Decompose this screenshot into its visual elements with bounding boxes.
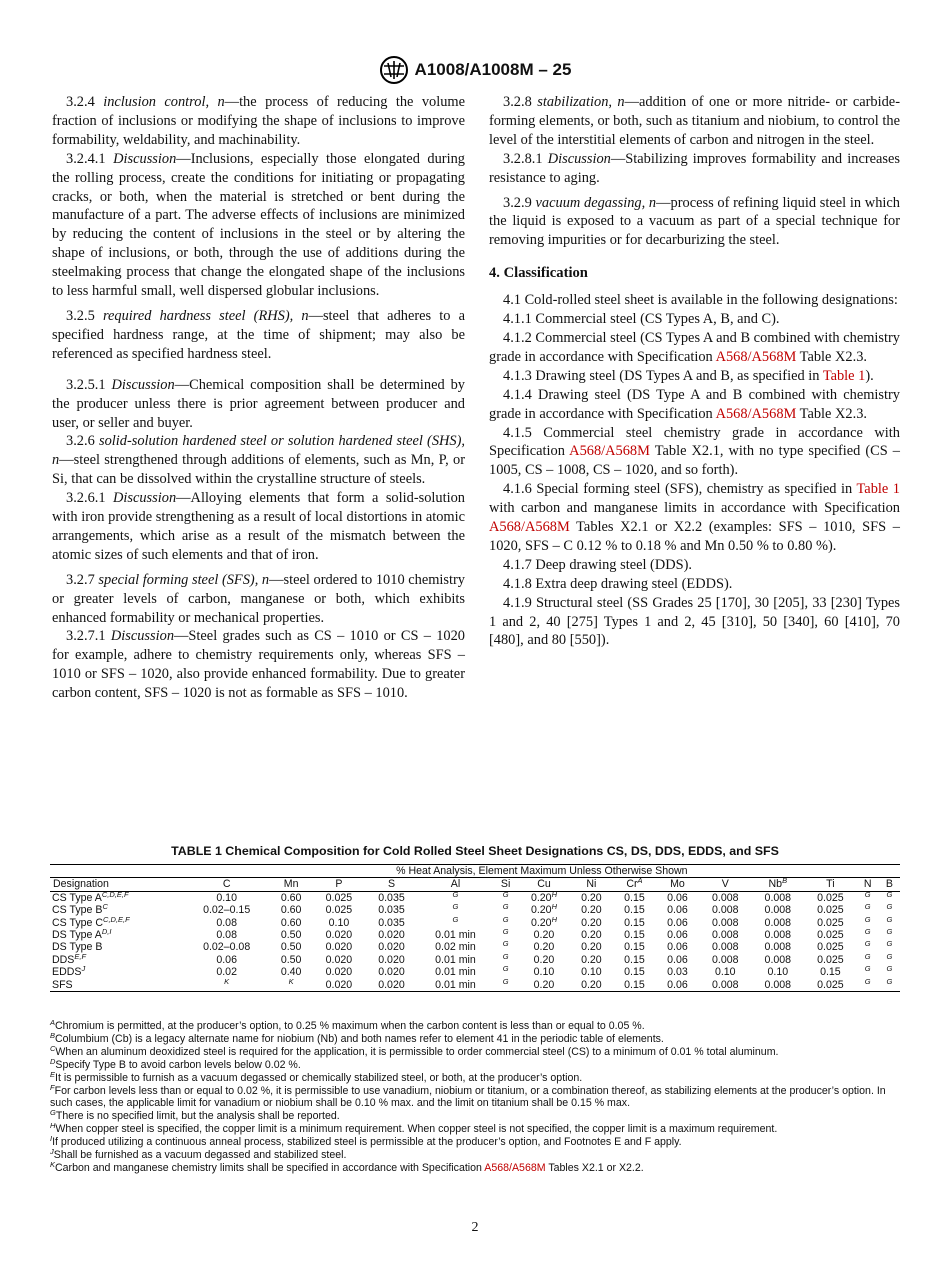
column-header: B — [879, 878, 900, 891]
table-cell: 0.020 — [325, 941, 353, 954]
table-cell: 0.10 — [714, 966, 736, 979]
para-3-2-4: 3.2.4 inclusion control, n—the process of reducing the volume fraction of inclusions or modifying the shape of inclusions to improve formability, weldability, and machinability. — [52, 94, 465, 148]
table-cell: 0.15 — [613, 979, 656, 992]
table-cell: 0.60 — [280, 904, 302, 917]
footnote: $^C$When an aluminum deoxidized steel is required for the application, it is permissible to order commercial steel (CS) to a minimum of 0.01 % total aluminum. — [50, 1043, 779, 1058]
table-cell: 0.60 — [280, 891, 302, 904]
table-cell: 0.20 — [581, 941, 602, 954]
table-cell: G — [864, 914, 871, 924]
table-cell: 0.01 min — [435, 953, 476, 966]
link-a568[interactable]: A568/A568M — [715, 405, 797, 422]
table-cell: K — [184, 979, 270, 992]
table-cell: G — [502, 939, 509, 949]
table-cell: 0.025 — [817, 916, 844, 929]
table-cell: 0.15 — [624, 929, 645, 942]
link-a568[interactable]: A568/A568M — [489, 519, 570, 536]
para-4-1-9: 4.1.9 Structural steel (SS Grades 25 [170], 30 [205], 33 [230] Types 1 and 2, 40 [275] Types 1 and 2, 45 [310], 50 [340], 60 [410], 70 [480], and 80 [550]). — [489, 594, 900, 649]
table-cell: 0.20 — [581, 953, 602, 966]
table-cell: 0.20 — [533, 953, 555, 966]
table-cell: $0.20^H$ — [530, 902, 557, 917]
para-3-2-7: 3.2.7 special forming steel (SFS), n—steel ordered to 1010 chemistry or greater levels of carbon, manganese or both, which exhibits enhanced formability or mechanical properties. — [52, 571, 465, 626]
table-cell: 0.020 — [378, 953, 405, 966]
row-designation: $DDS^{E,F}$ — [52, 951, 87, 966]
table-cell: 0.020 — [378, 941, 405, 954]
table-cell: G — [452, 902, 459, 912]
column-header: Designation — [50, 878, 184, 891]
table-cell: 0.06 — [667, 904, 688, 917]
table-cell: 0.20 — [581, 929, 602, 942]
table-cell: G — [502, 914, 509, 924]
table-cell: 0.020 — [365, 979, 418, 992]
table-cell: 0.15 — [624, 916, 645, 929]
table-cell: 0.10 — [328, 916, 350, 929]
table-cell: 0.008 — [711, 941, 739, 954]
table-cell: G — [886, 951, 893, 961]
table-cell: K — [270, 979, 313, 992]
column-header: Mn — [270, 878, 313, 891]
table-cell: 0.008 — [711, 916, 739, 929]
footnote: $^E$It is permissible to furnish as a vacuum degassed or chemically stabilized steel, or both, at the producer’s option. — [50, 1069, 583, 1084]
table-cell: 0.025 — [325, 904, 353, 917]
column-header: Ti — [804, 878, 857, 891]
table-cell: G — [502, 951, 509, 961]
table-cell: 0.20 — [533, 941, 555, 954]
column-header: $Nb^B$ — [752, 878, 805, 891]
column-header: C — [184, 878, 270, 891]
table-cell: 0.20 — [581, 904, 602, 917]
row-designation: SFS — [50, 979, 184, 992]
composition-table — [50, 864, 900, 992]
table-cell: 0.06 — [656, 979, 699, 992]
table-cell: 0.20 — [518, 979, 570, 992]
table-cell: 0.025 — [817, 891, 844, 904]
table-cell: 0.025 — [804, 979, 857, 992]
table-cell: 0.10 — [767, 966, 789, 979]
para-4-1-8: 4.1.8 Extra deep drawing steel (EDDS). — [503, 575, 733, 592]
footnote: $^K$Carbon and manganese chemistry limits shall be specified in accordance with Specification A568/A568M Tables X2.1 or X2.2. — [50, 1159, 644, 1174]
table-cell: 0.020 — [325, 966, 353, 979]
table-cell: 0.20 — [581, 891, 602, 904]
table-cell: 0.008 — [711, 891, 739, 904]
row-designation: CS Type $A^{C,D,E,F}$ — [52, 889, 129, 904]
para-3-2-5: 3.2.5 required hardness steel (RHS), n—steel that adheres to a specified hardness range, at the time of shipment; may also be referenced as specified hardness steel. — [52, 307, 465, 362]
table-cell: 0.035 — [378, 904, 405, 917]
table-cell: 0.10 — [533, 966, 555, 979]
table-cell: 0.10 — [216, 891, 237, 904]
para-4-1-6: 4.1.6 Special forming steel (SFS), chemistry as specified in Table 1 with carbon and manganese limits in accordance with Specification A568/A568M Tables X2.1 or X2.2 (examples: SFS – 1010, SFS – 1020, SFS – C 0.12 % to 0.18 % and Mn 0.50 % to 0.80 %). — [489, 481, 901, 554]
table-cell: 0.020 — [378, 929, 405, 942]
table-row — [50, 904, 900, 916]
table-cell: G — [886, 927, 893, 937]
link-a568[interactable]: A568/A568M — [715, 348, 797, 365]
table-cell: 0.008 — [711, 929, 739, 942]
link-table-1[interactable]: Table 1 — [856, 481, 901, 498]
table-row — [50, 979, 900, 992]
column-header: Mo — [656, 878, 699, 891]
table-cell: 0.020 — [325, 953, 353, 966]
astm-logo-icon — [379, 55, 409, 85]
table-cell: 0.15 — [820, 966, 841, 979]
page-number: 2 — [471, 1220, 479, 1235]
table-cell: 0.008 — [764, 904, 792, 917]
table-cell: 0.20 — [570, 979, 613, 992]
table-cell: G — [452, 889, 459, 899]
table-row — [50, 929, 900, 941]
table-cell: $0.20^H$ — [530, 914, 557, 929]
column-header: N — [857, 878, 879, 891]
para-4-1-4: 4.1.4 Drawing steel (DS Type A and B combined with chemistry grade in accordance with Specification A568/A568M Table X2.3. — [489, 386, 900, 422]
table-cell: 0.008 — [764, 941, 792, 954]
table-cell: 0.60 — [280, 916, 302, 929]
para-3-2-8-1: 3.2.8.1 Discussion—Stabilizing improves formability and increases resistance to aging. — [489, 150, 900, 186]
table-cell: 0.01 min — [435, 966, 476, 979]
column-header: $Cr^A$ — [613, 878, 656, 891]
para-4-1-5: 4.1.5 Commercial steel chemistry grade in accordance with Specification A568/A568M Table X2.1, with no type specified (CS – 1005, CS – 1008, CS – 1020, and so forth). — [489, 424, 900, 479]
table-cell: 0.025 — [817, 953, 844, 966]
row-designation: DS Type B — [52, 941, 103, 954]
table-cell: 0.008 — [764, 916, 792, 929]
para-4-1-2: 4.1.2 Commercial steel (CS Types A and B combined with chemistry grade in accordance with Specification A568/A568M Table X2.3. — [489, 329, 900, 365]
table-cell: 0.01 min — [418, 979, 493, 992]
table-cell: 0.020 — [325, 929, 353, 942]
table-cell: 0.50 — [280, 929, 302, 942]
table-cell: G — [864, 964, 871, 974]
table-cell: 0.50 — [280, 941, 302, 954]
table-cell: 0.008 — [752, 979, 805, 992]
para-4-1-7: 4.1.7 Deep drawing steel (DDS). — [503, 556, 693, 573]
table-cell: 0.10 — [581, 966, 602, 979]
table-cell: G — [857, 979, 879, 992]
left-column — [52, 93, 465, 703]
table-cell: 0.020 — [378, 966, 405, 979]
table-cell: 0.15 — [624, 891, 645, 904]
para-4-1-3: 4.1.3 Drawing steel (DS Types A and B, as specified in Table 1). — [503, 367, 874, 384]
table-cell: G — [502, 889, 509, 899]
table-cell: G — [502, 964, 509, 974]
table-cell: G — [864, 939, 871, 949]
table-row — [50, 954, 900, 966]
table-cell: 0.02 min — [435, 941, 476, 954]
table-cell: G — [493, 979, 518, 992]
para-3-2-5-1: 3.2.5.1 Discussion—Chemical composition shall be determined by the producer unless there is prior agreement between producer and user, or seller and buyer. — [52, 376, 465, 431]
right-column — [489, 93, 900, 650]
link-table-1[interactable]: Table 1 — [822, 367, 866, 384]
table-cell: 0.008 — [711, 904, 739, 917]
table-cell: 0.025 — [817, 941, 844, 954]
table-cell: 0.06 — [667, 953, 688, 966]
table-cell: 0.08 — [216, 929, 237, 942]
column-header: V — [699, 878, 752, 891]
footnote: $^A$Chromium is permitted, at the producer’s option, to 0.25 % maximum when the carbon content is less than or equal to 0.05 %. — [50, 1018, 645, 1032]
link-a568[interactable]: A568/A568M — [569, 443, 650, 460]
table-cell: 0.008 — [764, 929, 792, 942]
table-cell: 0.008 — [764, 953, 792, 966]
table-cell: G — [452, 914, 459, 924]
row-designation: CS Type $B^C$ — [52, 902, 108, 917]
table-cell: 0.08 — [216, 916, 237, 929]
table-cell: G — [886, 889, 893, 899]
table-cell: 0.06 — [216, 953, 237, 966]
table-cell: $0.20^H$ — [530, 889, 557, 904]
table-cell: 0.15 — [624, 941, 645, 954]
para-3-2-4-1: 3.2.4.1 Discussion—Inclusions, especially those elongated during the rolling process, create the conditions for initiating or propagating cracks, or both, when the material is stretched or bent during the manufacture of a part. The adverse effects of inclusions are minimized by reducing the content of inclusions in the steel or by altering the shape of inclusions, or both, through the use of additions during the steelmaking process that change the elongated shape of the inclusions to less harmful small, well dispersed globular inclusions. — [52, 150, 465, 300]
table-cell: G — [886, 902, 893, 912]
table-cell: 0.008 — [699, 979, 752, 992]
table-cell: 0.06 — [667, 929, 688, 942]
footnote: $^G$There is no specified limit, but the analysis shall be reported. — [50, 1108, 340, 1123]
table-cell: 0.02–0.08 — [203, 941, 251, 954]
column-header: Si — [493, 878, 518, 891]
table-cell: G — [886, 914, 893, 924]
table-cell: 0.025 — [817, 904, 844, 917]
table-cell: G — [864, 951, 871, 961]
document-code: A1008/A1008M – 25 — [414, 60, 572, 79]
page-header — [0, 55, 950, 85]
table-cell: 0.008 — [764, 891, 792, 904]
table-cell: G — [864, 902, 871, 912]
table-row — [50, 941, 900, 953]
table-subheader: % Heat Analysis, Element Maximum Unless Otherwise Shown — [184, 865, 900, 878]
column-header: P — [313, 878, 366, 891]
table-cell: G — [886, 939, 893, 949]
table-cell: 0.20 — [581, 916, 602, 929]
table-cell: G — [502, 927, 509, 937]
table-cell: 0.025 — [325, 891, 353, 904]
table-cell: 0.01 min — [435, 929, 476, 942]
table-row — [50, 917, 900, 929]
table-cell: 0.02–0.15 — [203, 904, 251, 917]
table-cell: 0.020 — [313, 979, 366, 992]
table-cell: 0.50 — [280, 953, 302, 966]
column-header: Al — [418, 878, 493, 891]
table-cell: 0.02 — [216, 966, 237, 979]
para-3-2-9: 3.2.9 vacuum degassing, n—process of refining liquid steel in which the liquid is exposed to a vacuum as part of a special technique for removing impurities or for decarburizing the steel. — [489, 194, 900, 249]
table-cell: 0.06 — [667, 891, 688, 904]
table-cell: 0.06 — [667, 941, 688, 954]
row-designation: CS Type $C^{C,D,E,F}$ — [52, 914, 130, 929]
table-cell: 0.06 — [667, 916, 688, 929]
section-heading-classification: 4. Classification — [489, 265, 588, 282]
table-cell: 0.15 — [624, 966, 645, 979]
table-cell: 0.03 — [667, 966, 688, 979]
para-3-2-6-1: 3.2.6.1 Discussion—Alloying elements that form a solid-solution with iron provide strengthening as a result of local distortions in atomic arrangements, which arise as a result of the mismatch between the atomic sizes of such elements and that of iron. — [52, 490, 465, 563]
row-designation: DS Type $A^{D,I}$ — [52, 927, 112, 942]
table-cell: 0.40 — [280, 966, 302, 979]
column-header: Ni — [570, 878, 613, 891]
table-cell: 0.15 — [624, 953, 645, 966]
column-header: S — [365, 878, 418, 891]
table-cell: G — [864, 889, 871, 899]
table-cell: G — [879, 979, 900, 992]
table-row — [50, 891, 900, 904]
table-cell: G — [886, 964, 893, 974]
footnote: $^D$Specify Type B to avoid carbon levels below 0.02 %. — [50, 1056, 301, 1071]
para-3-2-7-1: 3.2.7.1 Discussion—Steel grades such as CS – 1010 or CS – 1020 for example, adhere to chemistry requirements only, whereas SFS – 1010 or SFS – 1020, also provide enhanced formability. Due to greater carbon content, SFS – 1020 is not as formable as SFS – 1010. — [52, 628, 465, 702]
table-title: TABLE 1 Chemical Composition for Cold Rolled Steel Sheet Designations CS, DS, DDS, EDDS, and SFS — [171, 844, 779, 858]
table-footnotes — [50, 1020, 900, 1175]
table-cell: G — [864, 927, 871, 937]
para-3-2-6: 3.2.6 solid-solution hardened steel or solution hardened steel (SHS), n—steel strengthened through additions of elements, such as Mn, P, or Si, that can be dissolved within the crystalline structure of steels. — [52, 433, 465, 488]
link-a568[interactable]: A568/A568M — [484, 1161, 546, 1174]
table-row — [50, 966, 900, 978]
footnote: $^I$If produced utilizing a continuous anneal process, stabilized steel is permissible at the producer’s option, and Footnotes E and F apply. — [50, 1134, 682, 1149]
footnote: $^F$For carbon levels less than or equal to 0.02 %, it is permissible to use vanadium, niobium or titanium, or a combination thereof, as stabilizing elements at the producer’s option. In such cases, the applicable limit for vanadium or niobium shall be 0.10 % max. and the limit on titanium shall be 0.15 % max. — [50, 1082, 886, 1110]
table-cell: 0.008 — [711, 953, 739, 966]
para-4-1: 4.1 Cold-rolled steel sheet is available in the following designations: — [503, 292, 898, 309]
table-cell: 0.025 — [817, 929, 844, 942]
footnote: $^J$Shall be furnished as a vacuum degassed and stabilized steel. — [50, 1147, 347, 1162]
table-cell: 0.15 — [624, 904, 645, 917]
footnote: $^B$Columbium (Cb) is a legacy alternate name for niobium (Nb) and both names refer to element 41 in the periodic table of elements. — [50, 1030, 664, 1045]
table-cell: 0.035 — [378, 916, 405, 929]
table-cell: 0.035 — [378, 891, 405, 904]
para-4-1-1: 4.1.1 Commercial steel (CS Types A, B, and C). — [503, 311, 780, 328]
table-1 — [50, 844, 900, 992]
column-header: Cu — [518, 878, 570, 891]
table-cell: G — [502, 902, 509, 912]
row-designation: $EDDS^J$ — [52, 964, 86, 979]
para-3-2-8: 3.2.8 stabilization, n—addition of one or more nitride- or carbide-forming elements, or both, such as titanium and niobium, to control the level of the interstitial elements of carbon and nitrogen in the steel. — [489, 94, 900, 148]
table-cell: 0.20 — [533, 929, 555, 942]
footnote: $^H$When copper steel is specified, the copper limit is a minimum requirement. When copper steel is not specified, the copper limit is a maximum requirement. — [50, 1121, 778, 1136]
